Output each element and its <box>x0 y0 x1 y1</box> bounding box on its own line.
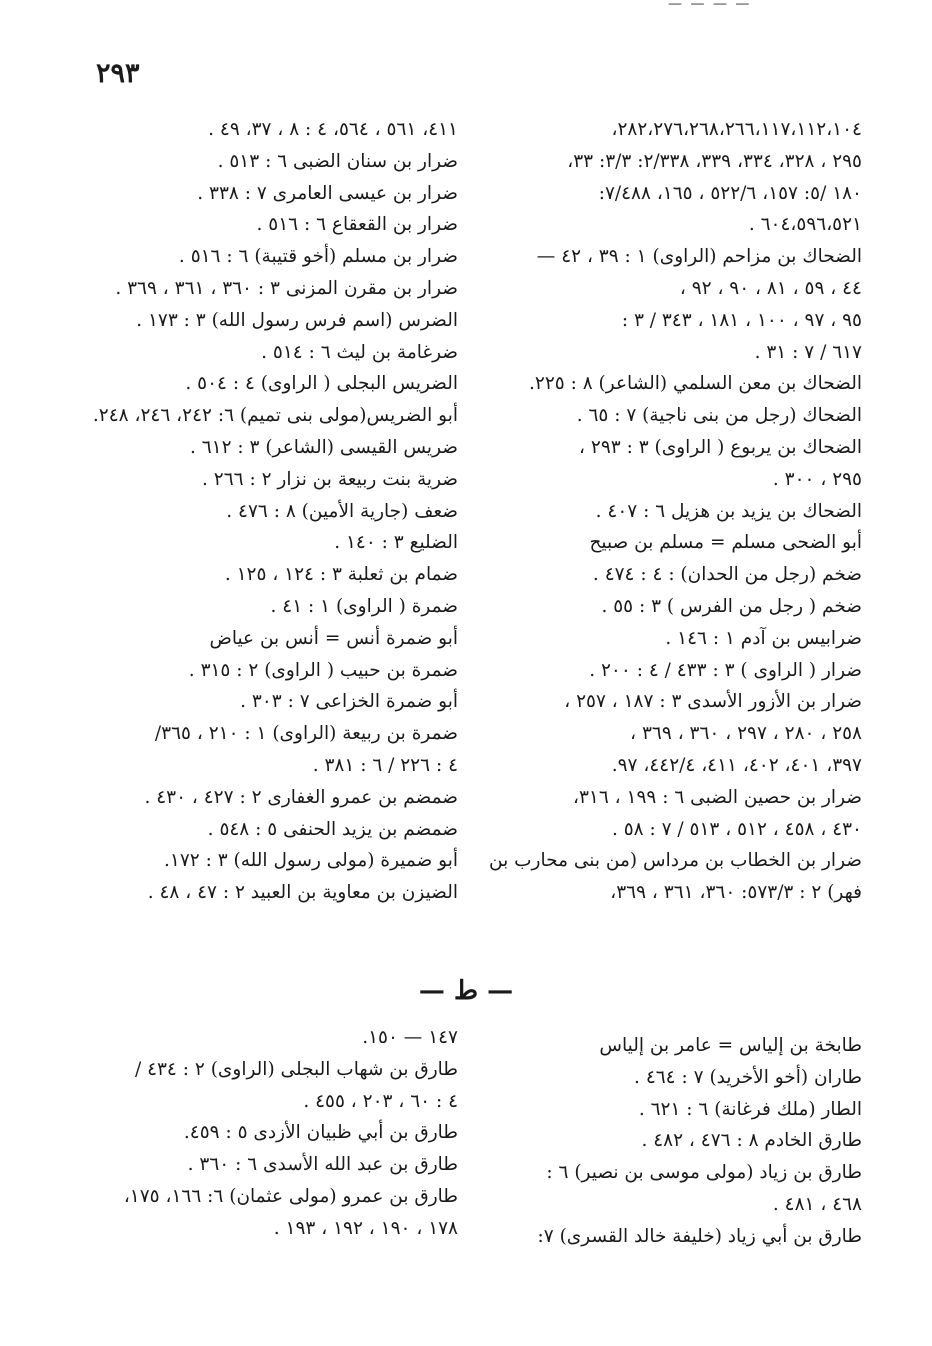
index-entry-line: ضمرة بن حبيب ( الراوى) ٢ : ٣١٥ . <box>188 659 458 681</box>
index-entry-line: ٢٩٥ ، ٣٠٠ . <box>772 468 862 490</box>
index-entry-line: ٤ : ٢٢٦ / ٦ : ٣٨١ . <box>312 754 458 776</box>
index-entry-line: ضمضم بن عمرو الغفارى ٢ : ٤٢٧ ، ٤٣٠ . <box>144 786 458 808</box>
index-entry-line: ضرغامة بن ليث ٦ : ٥١٤ . <box>261 341 458 363</box>
index-entry-line: ١٧٨ ، ١٩٠ ، ١٩٢ ، ١٩٣ . <box>273 1217 458 1239</box>
index-entry-line: ضخم (رجل من الحدان) : ٤ : ٤٧٤ . <box>592 564 862 586</box>
index-entry-line: ٩٥ ، ٩٧ ، ١٠٠ ، ١٨١ ، ٣٤٣ / ٣ : <box>621 309 862 331</box>
index-entry-line: طاران (أخو الأخريد) ٧ : ٤٦٤ . <box>634 1066 862 1088</box>
index-entry-line: ٤٤ ، ٥٩ ، ٨١ ، ٩٠ ، ٩٢ ، <box>679 277 862 299</box>
index-entry-line: ١٤٧ — ١٥٠. <box>362 1027 458 1048</box>
index-entry-line: أبو الضريس(مولى بنى تميم) ٦: ٢٤٢، ٢٤٦، ٢٤٨. <box>92 405 458 427</box>
index-entry-line: الطار (ملك فرغانة) ٦ : ٦٢١ . <box>638 1098 862 1120</box>
index-entry-line: ضرار بن الخطاب بن مرداس (من بنى محارب بن <box>489 850 862 872</box>
index-entry-line: ١٨٠ /٥: ١٥٧، ٥٢٢/٦ ، ١٦٥، ٧/٤٨٨: <box>598 182 862 204</box>
index-entry-line: طارق بن أبي ظبيان الأزدى ٥ : ٤٥٩. <box>183 1122 458 1144</box>
index-entry-line: ٤ : ٦٠ ، ٢٠٣ ، ٤٥٥ . <box>303 1090 458 1112</box>
index-entry-line: ضخم ( رجل من الفرس ) ٣ : ٥٥ . <box>601 595 862 617</box>
index-entry-line: الضرس (اسم فرس رسول الله) ٣ : ١٧٣ . <box>136 309 458 331</box>
index-entry-line: ضرار بن مقرن المزنى ٣ : ٣٦٠ ، ٣٦١ ، ٣٦٩ . <box>115 277 458 299</box>
index-entry-line: ضمرة بن ربيعة (الراوى) ١ : ٢١٠ ، ٣٦٥/ <box>154 723 458 745</box>
index-entry-line: أبو ضمرة أنس = أنس بن عياض <box>209 627 458 649</box>
index-entry-line: ضرابيس بن آدم ١ : ١٤٦ . <box>665 627 862 649</box>
index-entry-line: ٣٩٧، ٤٠١، ٤٠٢، ٤١١، ٤٤٢/٤، ٩٧. <box>611 754 862 776</box>
index-column-left <box>88 114 458 909</box>
index-entry-line: ٤١١، ٥٦١ ، ٥٦٤، ٤ : ٨ ، ٣٧، ٤٩ . <box>208 119 458 140</box>
index-entry-line: ضرار بن الأزور الأسدى ٣ : ١٨٧ ، ٢٥٧ ، <box>564 691 862 713</box>
index-entry-line: الضليع ٣ : ١٤٠ . <box>334 532 458 554</box>
index-entry-line: طارق بن زياد (مولى موسى بن نصير) ٦ : <box>546 1162 862 1184</box>
top-edge-mark: — — — — <box>668 0 752 12</box>
index-entry-line: ٢٨٢،٢٧٦،٢٦٨،٢٦٦،١١٧،١١٢،١٠٤، <box>611 119 862 140</box>
index-entry-line: ٤٦٨ ، ٤٨١ . <box>772 1193 862 1215</box>
index-column-right-ta <box>432 1030 862 1253</box>
index-entry-line: ضرار ( الراوى ) ٣ : ٤٣٣ / ٤ : ٢٠٠ . <box>589 659 862 681</box>
index-entry-line: ضرار بن مسلم (أخو قتيبة) ٦ : ٥١٦ . <box>178 246 458 268</box>
index-entry-line: طارق الخادم ٨ : ٤٧٦ ، ٤٨٢ . <box>641 1130 862 1152</box>
index-entry-line: أبو الضحى مسلم = مسلم بن صبيح <box>589 532 862 554</box>
index-entry-line: ضرية بنت ربيعة بن نزار ٢ : ٢٦٦ . <box>202 468 458 490</box>
index-entry-line: أبو ضميرة (مولى رسول الله) ٣ : ١٧٢. <box>164 850 458 872</box>
index-entry-line: ضرار بن القعقاع ٦ : ٥١٦ . <box>256 214 458 236</box>
index-entry-line: طارق بن أبي زياد (خليفة خالد القسرى) ٧: <box>537 1225 862 1247</box>
index-entry-line: ٢٥٨ ، ٢٨٠ ، ٢٩٧ ، ٣٦٠ ، ٣٦٩ ، <box>630 723 862 745</box>
index-entry-line: الضحاك بن يربوع ( الراوى) ٣ : ٢٩٣ ، <box>579 436 862 458</box>
index-entry-line: ٢٩٥ ، ٣٢٨، ٣٣٤، ٣٣٩، ٢/٣٣٨: ٣/٣: ٣٣، <box>567 150 862 172</box>
index-entry-line: الضحاك (رجل من بنى ناجية) ٧ : ٦٥ . <box>576 405 862 427</box>
index-entry-line: ضمرة ( الراوى) ١ : ٤١ . <box>270 595 458 617</box>
index-entry-line: الضريس البجلى ( الراوى) ٤ : ٥٠٤ . <box>185 373 458 395</box>
index-entry-line: ضعف (جارية الأمين) ٨ : ٤٧٦ . <box>226 500 458 522</box>
index-entry-line: طارق بن شهاب البجلى (الراوى) ٢ : ٤٣٤ / <box>134 1058 458 1080</box>
index-entry-line: طارق بن عبد الله الأسدى ٦ : ٣٦٠ . <box>187 1154 458 1176</box>
index-entry-line: ٦١٧ / ٧ : ٣١ . <box>754 341 862 363</box>
index-entry-line: الضحاك بن يزيد بن هزيل ٦ : ٤٠٧ . <box>595 500 862 522</box>
index-entry-line: طارق بن عمرو (مولى عثمان) ٦: ١٦٦، ١٧٥، <box>123 1185 458 1207</box>
index-entry-line: ضريس القيسى (الشاعر) ٣ : ٦١٢ . <box>189 436 458 458</box>
index-entry-line: أبو ضمرة الخزاعى ٧ : ٣٠٣ . <box>240 691 458 713</box>
index-entry-line: ٤٣٠ ، ٤٥٨ ، ٥١٢ ، ٥١٣ / ٧ : ٥٨ . <box>611 818 862 840</box>
index-entry-line: ضرار بن حصين الضبى ٦ : ١٩٩ ، ٣١٦، <box>573 786 862 808</box>
index-entry-line: ضمضم بن يزيد الحنفى ٥ : ٥٤٨ . <box>207 818 458 840</box>
index-column-right <box>432 114 862 909</box>
index-entry-line: فهر) ٢ : ٥٧٣/٣: ٣٦٠، ٣٦١ ، ٣٦٩، <box>610 882 862 904</box>
page-number: ٢٩٣ <box>96 58 140 89</box>
index-entry-line: الضيزن بن معاوية بن العبيد ٢ : ٤٧ ، ٤٨ . <box>147 882 458 904</box>
index-entry-line: ضرار بن عيسى العامرى ٧ : ٣٣٨ . <box>197 182 458 204</box>
index-entry-line: ضرار بن سنان الضبى ٦ : ٥١٣ . <box>217 150 458 172</box>
index-entry-line: الضحاك بن مزاحم (الراوى) ١ : ٣٩ ، ٤٢ — <box>536 246 862 268</box>
index-entry-line: طابخة بن إلياس = عامر بن إلياس <box>599 1035 862 1056</box>
index-entry-line: ٦٠٤،٥٩٦،٥٢١ . <box>748 214 862 236</box>
index-entry-line: ضمام بن ثعلبة ٣ : ١٢٤ ، ١٢٥ . <box>224 564 458 586</box>
section-header-ta: — ط — <box>418 976 514 1006</box>
index-entry-line: الضحاك بن معن السلمي (الشاعر) ٨ : ٢٢٥. <box>529 373 862 395</box>
index-column-left-ta <box>78 1022 458 1245</box>
